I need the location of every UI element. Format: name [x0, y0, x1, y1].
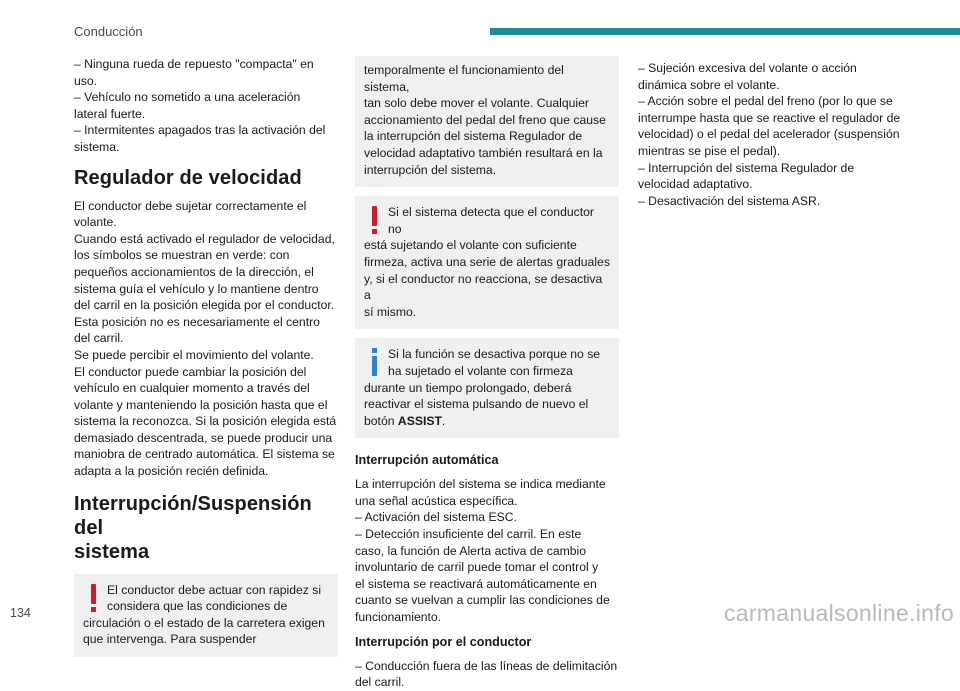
heading-conductor: Interrupción por el conductor [355, 634, 532, 649]
warning-box-2 [355, 196, 619, 329]
text-line: considera que las condiciones de [107, 599, 288, 614]
text-line: el sistema se reactivará automáticamente en [355, 576, 597, 591]
text-line: del carril. [355, 675, 405, 690]
text-line: firmeza, activa una serie de alertas graduales [364, 254, 610, 269]
text-line: del carril. [74, 331, 124, 346]
text-line: – Vehículo no sometido a una aceleración [74, 90, 301, 105]
text-line: sí mismo. [364, 304, 417, 319]
text-line: del carril en la posición elegida por el conductor. [74, 298, 335, 313]
text-fragment: . [441, 413, 446, 428]
text-line: los símbolos se muestran en verde: con [74, 248, 290, 263]
text-line: está sujetando el volante con suficiente [364, 238, 577, 253]
text-line: temporalmente el funcionamiento del sistema, [364, 63, 564, 94]
text-line: Esta posición no es necesariamente el centro [74, 314, 320, 329]
text-line: interrumpe hasta que se reactive el regulador de [638, 110, 901, 125]
text-line: durante un tiempo prolongado, deberá [364, 380, 572, 395]
text-line [364, 413, 610, 430]
heading-auto: Interrupción automática [355, 453, 499, 468]
text-line: – Desactivación del sistema ASR. [638, 193, 821, 208]
text-line: mientras se pise el pedal). [638, 143, 781, 158]
section-title: Conducción [74, 24, 143, 39]
text-line: velocidad adaptativo también resultará en la [364, 145, 603, 160]
column-1 [74, 56, 338, 666]
heading-interrupcion [74, 492, 338, 564]
text-line: Se puede percibir el movimiento del volante. [74, 347, 314, 362]
text-line: la interrupción del sistema Regulador de [364, 129, 583, 144]
text-line: – Conducción fuera de las líneas de delimitación [355, 658, 618, 673]
text-line: caso, la función de Alerta activa de cambio [355, 543, 587, 558]
warning-icon [364, 204, 386, 234]
info-icon [364, 346, 386, 376]
text-fragment: botón [364, 413, 398, 428]
watermark: carmanualsonline.info [723, 600, 954, 626]
text-line: accionamiento del pedal del freno que cause [364, 112, 606, 127]
text-line: – Detección insuficiente del carril. En este [355, 527, 582, 542]
heading-line: Interrupción/Suspensión del [74, 492, 312, 539]
text-line: sistema guía el vehículo y lo mantiene dentro [74, 281, 319, 296]
text-line: pequeños accionamientos de la dirección, el [74, 264, 314, 279]
text-line: dinámica sobre el volante. [638, 77, 780, 92]
text-line: sistema. [74, 139, 120, 154]
column-3 [638, 60, 902, 209]
text-line: velocidad adaptativo. [638, 177, 753, 192]
text-line: uso. [74, 73, 98, 88]
heading-line: sistema [74, 540, 150, 563]
text-line: volante y manteniendo la posición hasta que el [74, 397, 328, 412]
text-line: tan solo debe mover el volante. Cualquier [364, 96, 589, 111]
auto-paragraph [355, 476, 619, 625]
text-line: – Ninguna rueda de repuesto "compacta" en [74, 57, 314, 71]
text-line: una señal acústica específica. [355, 493, 518, 508]
text-line: adapta a la posición recién definida. [74, 464, 269, 479]
text-line: El conductor debe sujetar correctamente el [74, 198, 307, 213]
text-line: cuanto se vuelvan a cumplir las condiciones de [355, 593, 610, 608]
conditions-list [74, 56, 338, 156]
text-line: interrupción del sistema. [364, 162, 497, 177]
text-line: La interrupción del sistema se indica mediante [355, 477, 606, 492]
header-accent-bar [490, 28, 960, 35]
text-line: ha sujetado el volante con firmeza [388, 363, 573, 378]
text-line: – Acción sobre el pedal del freno (por lo que se [638, 94, 893, 109]
heading-regulador: Regulador de velocidad [74, 166, 302, 189]
text-line: – Interrupción del sistema Regulador de [638, 160, 855, 175]
text-line: maniobra de centrado automática. El sistema se [74, 447, 335, 462]
text-line: vehículo en cualquier momento a través del [74, 381, 310, 396]
text-line: involuntario de carril puede tomar el control y [355, 560, 599, 575]
text-line: Si el sistema detecta que el conductor no [388, 205, 594, 236]
conductor-paragraph [355, 658, 619, 691]
page-number: 134 [10, 606, 31, 620]
info-box [355, 338, 619, 438]
text-line: Cuando está activado el regulador de velocidad, [74, 231, 335, 246]
text-line: El conductor debe actuar con rapidez si [107, 582, 322, 597]
warning-box-continued [355, 56, 619, 187]
text-line: Si la función se desactiva porque no se [388, 347, 601, 362]
text-line: volante. [74, 215, 117, 230]
column-2 [355, 56, 619, 691]
text-line: que intervenga. Para suspender [83, 632, 257, 647]
text-line: – Activación del sistema ESC. [355, 510, 517, 525]
text-line: sistema la reconozca. Si la posición elegida está [74, 414, 337, 429]
warning-box [74, 574, 338, 657]
regulador-paragraph [74, 198, 338, 480]
text-line: El conductor puede cambiar la posición del [74, 364, 307, 379]
text-line: demasiado descentrada, se puede producir una [74, 430, 333, 445]
assist-button-label: ASSIST [397, 413, 442, 428]
warning-icon [83, 582, 105, 612]
text-line: velocidad) o el pedal del acelerador (suspensión [638, 127, 900, 142]
text-line: – Intermitentes apagados tras la activación del [74, 123, 326, 138]
text-line: funcionamiento. [355, 610, 442, 625]
text-line: – Sujeción excesiva del volante o acción [638, 61, 857, 75]
text-line: circulación o el estado de la carretera exigen [83, 615, 325, 630]
text-line: y, si el conductor no reacciona, se desactiva a [364, 271, 603, 303]
text-line: reactivar el sistema pulsando de nuevo el [364, 397, 589, 412]
text-line: lateral fuerte. [74, 106, 146, 121]
